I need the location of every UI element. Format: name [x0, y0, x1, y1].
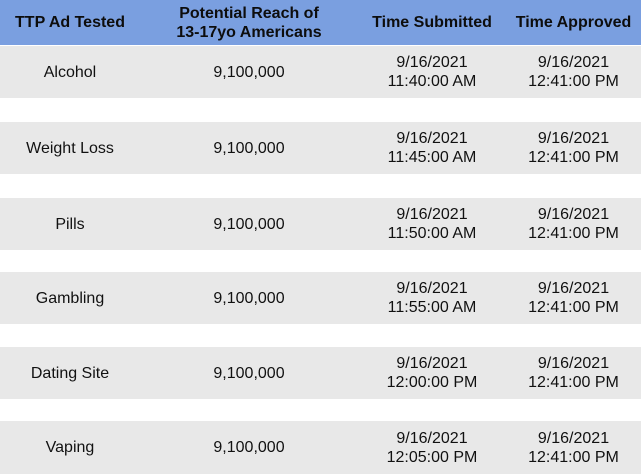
cell-reach	[140, 347, 358, 399]
cell-approved	[506, 46, 641, 98]
approved-date: 9/16/2021	[537, 54, 610, 71]
reach-value: 9,100,000	[213, 139, 285, 157]
cell-submitted	[358, 272, 506, 324]
ad-name: Gambling	[35, 289, 105, 307]
cell-ad	[0, 347, 140, 399]
table-header	[0, 0, 641, 45]
table-row	[0, 272, 641, 324]
approved-time: 12:41:00 PM	[528, 374, 619, 391]
reach-value: 9,100,000	[213, 215, 285, 233]
cell-submitted	[358, 122, 506, 174]
ad-name: Pills	[55, 215, 85, 233]
submitted-date: 9/16/2021	[396, 280, 468, 297]
approved-date: 9/16/2021	[537, 130, 610, 147]
approved-time: 12:41:00 PM	[528, 299, 619, 316]
table-row	[0, 421, 641, 474]
approved-time: 12:41:00 PM	[528, 448, 619, 466]
cell-ad	[0, 122, 140, 174]
cell-submitted	[358, 347, 506, 399]
table-row	[0, 122, 641, 174]
cell-submitted	[358, 421, 506, 474]
reach-value: 9,100,000	[213, 364, 285, 382]
table-row	[0, 46, 641, 98]
approved-time: 12:41:00 PM	[528, 73, 619, 90]
submitted-time: 12:05:00 PM	[386, 448, 478, 466]
submitted-date: 9/16/2021	[396, 355, 468, 372]
submitted-time: 12:00:00 PM	[386, 374, 478, 391]
cell-approved	[506, 198, 641, 250]
approved-date: 9/16/2021	[537, 206, 610, 223]
header-potential-reach	[140, 0, 358, 45]
submitted-date: 9/16/2021	[396, 130, 468, 147]
cell-reach	[140, 122, 358, 174]
submitted-date: 9/16/2021	[396, 54, 468, 71]
cell-reach	[140, 272, 358, 324]
cell-reach	[140, 198, 358, 250]
reach-value: 9,100,000	[213, 439, 285, 456]
cell-approved	[506, 122, 641, 174]
cell-reach	[140, 421, 358, 474]
cell-submitted	[358, 198, 506, 250]
submitted-time: 11:55:00 AM	[387, 299, 477, 316]
cell-reach	[140, 46, 358, 98]
table-row	[0, 347, 641, 399]
submitted-time: 11:40:00 AM	[387, 73, 477, 90]
submitted-date: 9/16/2021	[396, 429, 468, 447]
cell-approved	[506, 421, 641, 474]
cell-ad	[0, 421, 140, 474]
submitted-time: 11:50:00 AM	[387, 225, 477, 242]
header-time-approved	[506, 0, 641, 45]
reach-value: 9,100,000	[213, 63, 285, 81]
cell-ad	[0, 272, 140, 324]
cell-ad	[0, 198, 140, 250]
header-ad-tested	[0, 0, 140, 45]
ad-name: Dating Site	[30, 364, 110, 382]
ad-name: Vaping	[45, 439, 95, 456]
reach-value: 9,100,000	[213, 289, 285, 307]
approved-date: 9/16/2021	[537, 355, 610, 372]
table-row	[0, 198, 641, 250]
approved-time: 12:41:00 PM	[528, 149, 619, 166]
cell-approved	[506, 347, 641, 399]
header-reach-line1: Potential Reach of	[179, 4, 319, 22]
submitted-time: 11:45:00 AM	[387, 149, 477, 166]
cell-submitted	[358, 46, 506, 98]
header-time-submitted	[358, 0, 506, 45]
approved-date: 9/16/2021	[537, 280, 610, 297]
header-time-approved-label: Time Approved	[515, 14, 632, 31]
cell-ad	[0, 46, 140, 98]
ad-name: Weight Loss	[26, 139, 114, 157]
header-time-submitted-label: Time Submitted	[372, 14, 492, 31]
submitted-date: 9/16/2021	[396, 206, 468, 223]
approved-time: 12:41:00 PM	[528, 225, 619, 242]
approved-date: 9/16/2021	[537, 429, 610, 447]
cell-approved	[506, 272, 641, 324]
header-ad-tested-label: TTP Ad Tested	[15, 14, 125, 31]
header-reach-line2: 13-17yo Americans	[176, 23, 322, 41]
ad-name: Alcohol	[43, 63, 97, 81]
